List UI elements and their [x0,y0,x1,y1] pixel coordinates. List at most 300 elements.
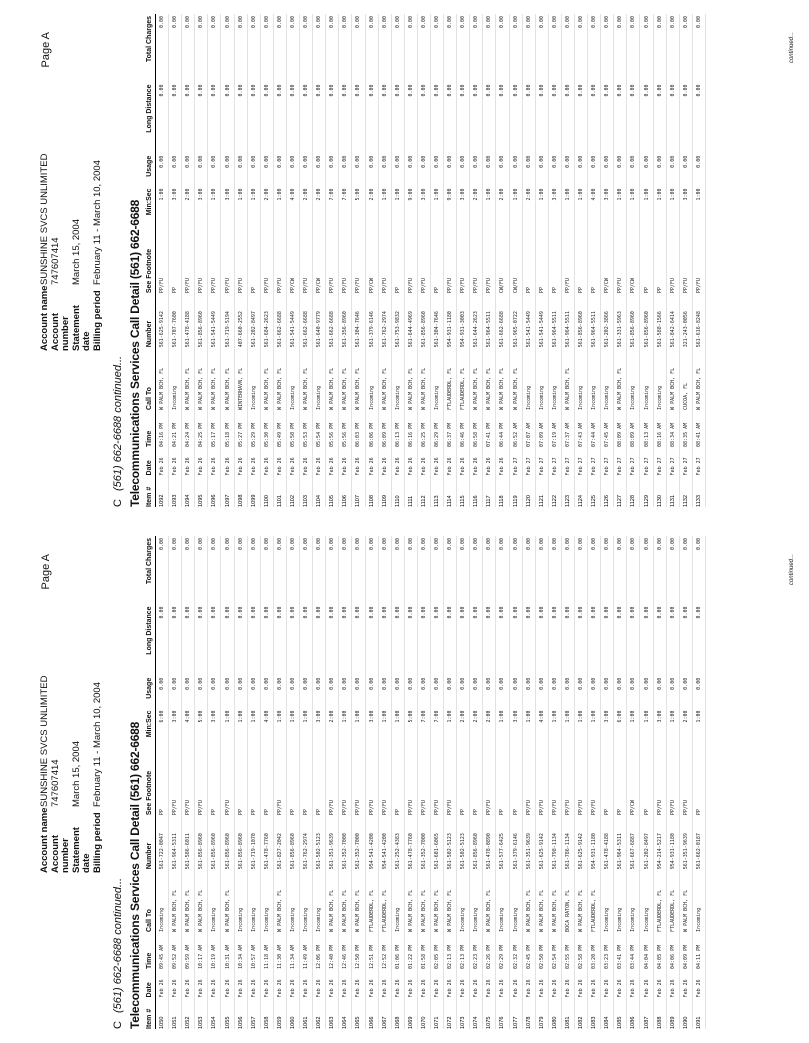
cell-total-charges: 0.00 [627,536,640,604]
cell-long-distance: 0.00 [352,82,365,153]
table-row [679,14,692,507]
table-row [614,14,627,507]
cell-long-distance: 0.00 [208,82,221,153]
cell-number: 561-786-1134 [561,815,574,869]
cell-item-number: 1060 [286,997,299,1029]
cell-footnote: PP [509,749,522,815]
cell-footnote: PP [575,227,588,293]
cell-usage: 0.00 [234,676,247,709]
table-row [496,536,509,1029]
cell-footnote: PP/FU [666,749,679,815]
billing-period: February 11 - March 10, 2004 [91,160,103,285]
cell-duration: 4:00 [286,186,299,227]
cell-time: 02:32 PM [509,932,522,969]
cell-long-distance: 0.00 [260,82,273,153]
table-row [286,14,299,507]
cell-footnote: PP [496,749,509,815]
cell-date: Feb 27 [548,447,561,475]
header-time: Time [146,410,156,447]
cell-usage: 0.00 [182,676,195,709]
table-row [483,14,496,507]
cell-footnote: PP/FU [588,749,601,815]
cell-usage: 0.00 [483,676,496,709]
cell-duration: 1:00 [561,186,574,227]
cell-item-number: 1064 [339,997,352,1029]
cell-call-to: W PALM BCH, FL [483,347,496,410]
cell-number: 561-351-9639 [522,815,535,869]
cell-item-number: 1050 [156,997,169,1029]
cell-usage: 0.00 [404,154,417,187]
cell-date: Feb 26 [614,969,627,997]
cell-usage: 0.00 [457,676,470,709]
cell-usage: 0.00 [313,676,326,709]
cell-date: Feb 26 [470,447,483,475]
cell-date: Feb 26 [496,969,509,997]
cell-item-number: 1108 [365,475,378,507]
cell-footnote: PP [300,749,313,815]
cell-long-distance: 0.00 [444,82,457,153]
cell-call-to: W PALM BCH, FL [679,869,692,932]
cell-number: 561-798-1134 [548,815,561,869]
cell-item-number: 1056 [234,997,247,1029]
cell-number: 561-351-9639 [679,815,692,869]
cell-item-number: 1094 [182,475,195,507]
cell-number: 321-243-0056 [679,293,692,347]
cell-time: 08:09 AM [614,410,627,447]
cell-number: 561-856-8960 [208,815,221,869]
cell-long-distance: 0.00 [378,82,391,153]
cell-footnote: PP [208,749,221,815]
cell-duration: 2:00 [260,186,273,227]
cell-total-charges: 0.00 [273,14,286,82]
cell-item-number: 1102 [286,475,299,507]
cell-footnote: PP [391,227,404,293]
cell-call-to: W PALM BCH, FL [260,347,273,410]
cell-footnote: PP/FU [430,749,443,815]
cell-item-number: 1088 [653,997,666,1029]
cell-time: 04:25 PM [195,410,208,447]
cell-call-to: FTLAUDERDL, FL [588,869,601,932]
cell-duration: 1:00 [273,186,286,227]
header-item-number: Item # [146,997,156,1029]
statement-page-left [0,522,809,1043]
cell-call-to: Incoming [653,347,666,410]
cell-number: 561-644-4969 [404,293,417,347]
cell-duration: 2:00 [300,186,313,227]
account-name-label: Account name [39,807,50,873]
header-item-number: Item # [146,475,156,507]
cell-number: 561-964-5511 [561,293,574,347]
table-row [496,14,509,507]
cell-total-charges: 0.00 [313,536,326,604]
cell-date: Feb 27 [601,447,614,475]
table-row [195,14,208,507]
cell-footnote: PP/FU [548,749,561,815]
cell-duration: 1:00 [561,708,574,749]
cell-number: 561-662-6688 [496,293,509,347]
cell-usage: 0.00 [378,676,391,709]
cell-total-charges: 0.00 [286,536,299,604]
cell-total-charges: 0.00 [614,536,627,604]
cell-usage: 0.00 [522,154,535,187]
cell-footnote: PP/FU [326,227,339,293]
cell-long-distance: 0.00 [627,82,640,153]
table-row [588,536,601,1029]
cell-time: 04:06 PM [666,932,679,969]
cell-number: 954-931-3003 [457,293,470,347]
cell-call-to: FTLAUDERDL, FL [653,869,666,932]
cell-time: 05:27 PM [234,410,247,447]
cell-total-charges: 0.00 [169,536,182,604]
cell-date: Feb 27 [627,447,640,475]
table-row [561,536,574,1029]
cell-long-distance: 0.00 [286,82,299,153]
cell-total-charges: 0.00 [561,14,574,82]
cell-time: 10:17 AM [195,932,208,969]
cell-footnote: CW/FU [496,227,509,293]
cell-time: 03:44 PM [627,932,640,969]
cell-duration: 2:00 [496,186,509,227]
table-row [640,14,653,507]
cell-date: Feb 26 [535,969,548,997]
cell-time: 10:31 AM [221,932,234,969]
cell-footnote: PP/FU [378,227,391,293]
cell-date: Feb 27 [666,447,679,475]
table-row [522,14,535,507]
cell-date: Feb 26 [391,447,404,475]
cell-call-to: W PALM BCH, FL [221,869,234,932]
cell-duration: 2:00 [313,186,326,227]
cell-footnote: PP/FU [208,227,221,293]
cell-duration: 2:00 [522,186,535,227]
cell-call-to: W PALM BCH, FL [535,869,548,932]
cell-usage: 0.00 [457,154,470,187]
cell-time: 05:56 PM [326,410,339,447]
cell-total-charges: 0.00 [339,536,352,604]
table-row [666,536,679,1029]
table-row [404,14,417,507]
cell-number: 561-478-7760 [260,815,273,869]
cell-number: 561-541-5449 [535,293,548,347]
cell-item-number: 1070 [417,997,430,1029]
cell-date: Feb 26 [156,969,169,997]
cell-time: 08:09 AM [627,410,640,447]
cell-date: Feb 26 [496,447,509,475]
cell-time: 04:04 PM [640,932,653,969]
cell-total-charges: 0.00 [417,14,430,82]
cell-long-distance: 0.00 [470,604,483,675]
cell-long-distance: 0.00 [339,604,352,675]
cell-total-charges: 0.00 [588,536,601,604]
cell-duration: 2:00 [679,708,692,749]
table-row [234,536,247,1029]
table-row [352,536,365,1029]
table-row [169,536,182,1029]
cell-total-charges: 0.00 [679,536,692,604]
cell-duration: 3:00 [221,186,234,227]
cell-date: Feb 26 [679,969,692,997]
cell-long-distance: 0.00 [444,604,457,675]
cell-call-to: Incoming [640,869,653,932]
call-detail-table [146,14,706,507]
header-date: Date [146,969,156,997]
cell-number: 561-762-2974 [378,293,391,347]
cell-total-charges: 0.00 [156,536,169,604]
cell-item-number: 1090 [679,997,692,1029]
cell-number: 561-541-5449 [522,293,535,347]
cell-long-distance: 0.00 [300,82,313,153]
cell-footnote: PP [522,227,535,293]
cell-duration: 3:00 [169,708,182,749]
table-row [404,536,417,1029]
cell-footnote: PP/CW [627,749,640,815]
cell-usage: 0.00 [666,676,679,709]
cell-item-number: 1111 [404,475,417,507]
cell-total-charges: 0.00 [326,14,339,82]
cell-date: Feb 26 [561,969,574,997]
cell-time: 11:18 AM [260,932,273,969]
cell-long-distance: 0.00 [156,604,169,675]
cell-item-number: 1125 [588,475,601,507]
cell-call-to: Incoming [575,347,588,410]
cell-footnote: PP/FU [300,227,313,293]
cell-long-distance: 0.00 [535,604,548,675]
cell-footnote: PP/FU [404,749,417,815]
cell-duration: 1:00 [692,186,705,227]
cell-item-number: 1072 [444,997,457,1029]
cell-call-to: W PALM BCH, FL [575,869,588,932]
cell-total-charges: 0.00 [430,14,443,82]
cell-time: 08:13 AM [640,410,653,447]
cell-time: 06:06 PM [365,410,378,447]
header-date: Date [146,447,156,475]
cell-footnote: PP/FU [234,227,247,293]
statement-date: March 15, 2004 [70,218,82,285]
cell-number: 561-502-5123 [444,815,457,869]
cell-total-charges: 0.00 [575,14,588,82]
cell-long-distance: 0.00 [260,604,273,675]
cell-total-charges: 0.00 [430,536,443,604]
header-total-charges: Total Charges [146,536,156,604]
table-row [430,536,443,1029]
cell-item-number: 1091 [692,997,705,1029]
cell-footnote: PP/CW [627,227,640,293]
cell-date: Feb 26 [352,969,365,997]
cell-total-charges: 0.00 [444,536,457,604]
cell-item-number: 1123 [561,475,574,507]
cell-call-to: CUCOA, FL [679,347,692,410]
cell-footnote: PP/FU [352,749,365,815]
cell-time: 05:30 PM [260,410,273,447]
cell-item-number: 1128 [627,475,640,507]
cell-number: 561-625-9142 [535,815,548,869]
cell-call-to: BOCA RATON, FL [561,869,574,932]
cell-call-to: FTLAUDERDL, FL [365,869,378,932]
cell-footnote: PP [640,227,653,293]
cell-item-number: 1110 [391,475,404,507]
cell-footnote: PP/FU [182,227,195,293]
cell-time: 06:46 PM [457,410,470,447]
table-row [300,536,313,1029]
table-row [653,14,666,507]
cell-item-number: 1097 [221,475,234,507]
header-usage: Usage [146,676,156,709]
cell-date: Feb 26 [575,969,588,997]
cell-time: 02:45 PM [522,932,535,969]
cell-duration: 1:00 [692,708,705,749]
cell-date: Feb 27 [522,447,535,475]
cell-total-charges: 0.00 [444,14,457,82]
cell-number: 561-667-6887 [627,815,640,869]
cell-duration: 1:00 [575,186,588,227]
cell-duration: 1:00 [653,186,666,227]
cell-long-distance: 0.00 [286,604,299,675]
cell-call-to: Incoming [300,869,313,932]
cell-usage: 0.00 [522,676,535,709]
cell-number: 954-541-4200 [365,815,378,869]
cell-number: 561-644-2623 [470,293,483,347]
table-row [260,14,273,507]
table-row [247,536,260,1029]
cell-footnote: PP/FU [483,749,496,815]
cell-item-number: 1115 [457,475,470,507]
cell-usage: 0.00 [286,154,299,187]
cell-time: 12:46 PM [339,932,352,969]
cell-usage: 0.00 [614,154,627,187]
cell-item-number: 1076 [496,997,509,1029]
cell-usage: 0.00 [365,154,378,187]
cell-date: Feb 27 [588,447,601,475]
cell-date: Feb 26 [457,969,470,997]
cell-total-charges: 0.00 [365,14,378,82]
cell-call-to: Incoming [601,869,614,932]
table-header-row [146,536,156,1029]
cell-duration: 1:00 [247,708,260,749]
cell-item-number: 1051 [169,997,182,1029]
cell-date: Feb 26 [470,969,483,997]
cell-item-number: 1067 [378,997,391,1029]
table-row [679,536,692,1029]
cell-item-number: 1127 [614,475,627,507]
cell-time: 12:51 PM [365,932,378,969]
cell-number: 561-856-8960 [286,815,299,869]
cell-item-number: 1087 [640,997,653,1029]
cell-duration: 1:00 [286,708,299,749]
table-row [326,14,339,507]
cell-total-charges: 0.00 [588,14,601,82]
table-row [234,14,247,507]
cell-time: 02:29 PM [496,932,509,969]
cell-date: Feb 27 [653,447,666,475]
cell-total-charges: 0.00 [247,14,260,82]
cell-time: 10:19 AM [208,932,221,969]
header-footnote: See Footnote [146,749,156,815]
cell-call-to: Incoming [640,347,653,410]
cell-usage: 0.00 [391,676,404,709]
header-usage: Usage [146,154,156,187]
cell-call-to: W PALM BCH, FL [404,869,417,932]
cell-duration: 3:00 [195,186,208,227]
page-label: Page A [40,32,52,68]
cell-item-number: 1074 [470,997,483,1029]
cell-footnote: PP/FU [483,227,496,293]
cell-item-number: 1132 [679,475,692,507]
cell-long-distance: 0.00 [548,604,561,675]
cell-number: 561-352-7000 [339,815,352,869]
cell-time: 12:40 PM [326,932,339,969]
cell-usage: 0.00 [601,154,614,187]
cell-usage: 0.00 [588,154,601,187]
cell-number: 954-541-4200 [378,815,391,869]
cell-date: Feb 26 [430,447,443,475]
cell-call-to: Incoming [692,869,705,932]
cell-call-to: W PALM BCH, FL [561,347,574,410]
cell-duration: 1:00 [614,186,627,227]
cell-duration: 1:00 [627,186,640,227]
cell-usage: 0.00 [627,154,640,187]
cell-long-distance: 0.00 [535,82,548,153]
cell-number: 561-856-8960 [575,293,588,347]
cell-date: Feb 26 [404,969,417,997]
cell-long-distance: 0.00 [653,82,666,153]
cell-number: 561-304-7646 [352,293,365,347]
table-row [156,14,169,507]
cell-date: Feb 26 [404,447,417,475]
cell-usage: 0.00 [496,676,509,709]
cell-duration: 1:00 [522,708,535,749]
cell-date: Feb 27 [561,447,574,475]
cell-long-distance: 0.00 [300,604,313,675]
cell-usage: 0.00 [417,154,430,187]
table-row [286,536,299,1029]
cell-usage: 0.00 [614,676,627,709]
cell-duration: 1:00 [588,708,601,749]
cell-duration: 6:00 [156,708,169,749]
table-row [221,14,234,507]
cell-item-number: 1096 [208,475,221,507]
cell-number: 561-616-8248 [692,293,705,347]
cell-long-distance: 0.00 [601,82,614,153]
cell-long-distance: 0.00 [561,82,574,153]
cell-time: 05:49 PM [273,410,286,447]
cell-number: 561-202-3866 [601,293,614,347]
cell-number: 954-931-1180 [444,293,457,347]
cell-item-number: 1063 [326,997,339,1029]
cell-long-distance: 0.00 [575,604,588,675]
cell-number: 561-625-9142 [156,293,169,347]
cell-item-number: 1131 [666,475,679,507]
cell-long-distance: 0.00 [692,82,705,153]
table-row [326,536,339,1029]
cell-usage: 0.00 [391,154,404,187]
cell-duration: 3:00 [548,186,561,227]
table-row [417,14,430,507]
table-row [313,536,326,1029]
table-row [653,536,666,1029]
cell-total-charges: 0.00 [208,14,221,82]
cell-usage: 0.00 [509,676,522,709]
cell-footnote: PP/FU [457,227,470,293]
cell-total-charges: 0.00 [286,14,299,82]
cell-duration: 2:00 [470,186,483,227]
cell-item-number: 1124 [575,475,588,507]
cell-usage: 0.00 [352,676,365,709]
cell-total-charges: 0.00 [195,14,208,82]
cell-footnote: PP [286,749,299,815]
cell-long-distance: 0.00 [169,82,182,153]
cell-footnote: PP/FU [561,227,574,293]
table-row [273,536,286,1029]
